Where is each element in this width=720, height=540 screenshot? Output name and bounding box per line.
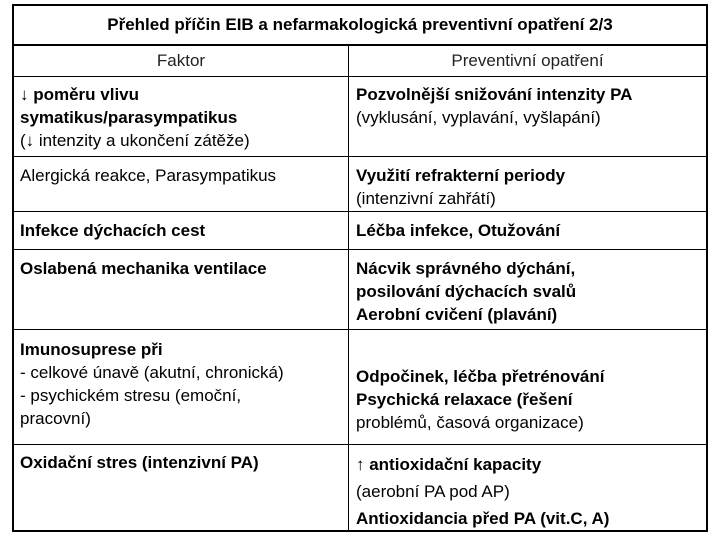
cell-line: Alergická reakce, Parasympatikus <box>20 166 277 185</box>
slide-title: Přehled příčin EIB a nefarmakologická preventivní opatření 2/3 <box>14 6 706 46</box>
table-row-prevention <box>356 257 702 326</box>
cell-line: Pozvolnější snižování intenzity PA <box>356 85 633 104</box>
table-row-factor <box>20 83 342 152</box>
cell-line: (intenzivní zahřátí) <box>356 189 496 208</box>
cell-line: Oslabená mechanika ventilace <box>20 259 267 278</box>
slide-frame <box>12 4 708 532</box>
cell-line: Infekce dýchacích cest <box>20 221 206 240</box>
header-prevention: Preventivní opatření <box>451 51 604 70</box>
table-row-prevention <box>356 365 702 434</box>
cell-line: Odpočinek, léčba přetrénování <box>356 367 605 386</box>
cell-line: Využití refrakterní periody <box>356 166 566 185</box>
row-divider <box>14 444 706 445</box>
cell-line: - celkové únavě (akutní, chronická) <box>20 363 284 382</box>
row-divider <box>14 249 706 250</box>
table-row-factor <box>20 219 342 242</box>
cell-line: symatikus/parasympatikus <box>20 108 238 127</box>
header-factor: Faktor <box>156 51 206 70</box>
table-row-factor <box>20 164 342 187</box>
table-row-factor <box>20 451 342 474</box>
cell-line: Psychická relaxace (řešení <box>356 390 573 409</box>
cell-line: ↓ poměru vlivu <box>20 85 140 104</box>
row-divider <box>14 156 706 157</box>
row-divider <box>14 329 706 330</box>
cell-line: Léčba infekce, Otužování <box>356 221 561 240</box>
row-divider <box>14 211 706 212</box>
cell-line: - psychickém stresu (emoční, <box>20 386 242 405</box>
cell-line: pracovní) <box>20 409 91 428</box>
cell-line: Imunosuprese při <box>20 340 163 359</box>
cell-line: Nácvik správného dýchání, <box>356 259 576 278</box>
cell-line: Antioxidancia před PA (vit.C, A) <box>356 509 610 528</box>
cell-line: (aerobní PA pod AP) <box>356 482 510 501</box>
cell-line: (vyklusání, vyplavání, vyšlapání) <box>356 108 601 127</box>
table-row-prevention <box>356 83 702 129</box>
cell-line: ↑ antioxidační kapacity <box>356 455 542 474</box>
cell-line: Aerobní cvičení (plavání) <box>356 305 558 324</box>
cell-line: (↓ intenzity a ukončení zátěže) <box>20 131 250 150</box>
table-row-factor <box>20 338 342 430</box>
cell-line: posilování dýchacích svalů <box>356 282 577 301</box>
cell-line: problémů, časová organizace) <box>356 413 584 432</box>
table-row-prevention <box>356 219 702 242</box>
table-row-prevention <box>356 451 702 532</box>
cell-line: Oxidační stres (intenzivní PA) <box>20 453 259 472</box>
table-row-prevention <box>356 164 702 210</box>
table-row-factor <box>20 257 342 280</box>
column-divider <box>348 46 349 530</box>
row-divider <box>14 76 706 77</box>
